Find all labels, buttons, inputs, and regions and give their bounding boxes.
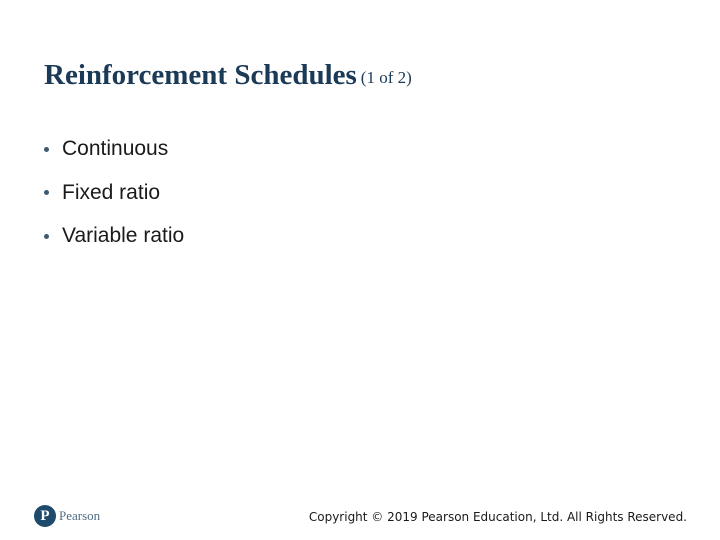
bullet-dot-icon (44, 190, 49, 195)
slide-title (44, 58, 412, 93)
bullet-text: Variable ratio (62, 224, 185, 247)
slide-title-text: Reinforcement Schedules (44, 59, 357, 91)
bullet-text: Fixed ratio (62, 180, 161, 204)
bullet-dot-icon (44, 147, 49, 152)
bullet-item (44, 178, 184, 208)
pearson-logo-icon: P (34, 505, 56, 527)
bullet-text: Continuous (62, 137, 169, 160)
bullet-dot-icon (44, 234, 49, 239)
copyright-notice: Copyright © 2019 Pearson Education, Ltd. All Rights Reserved. (308, 510, 687, 524)
pearson-logo (34, 505, 100, 527)
bullet-item (44, 221, 184, 251)
pearson-logo-text: Pearson (59, 508, 101, 523)
bullet-list (44, 134, 184, 265)
slide-title-suffix: (1 of 2) (360, 68, 412, 87)
bullet-item (44, 134, 184, 164)
